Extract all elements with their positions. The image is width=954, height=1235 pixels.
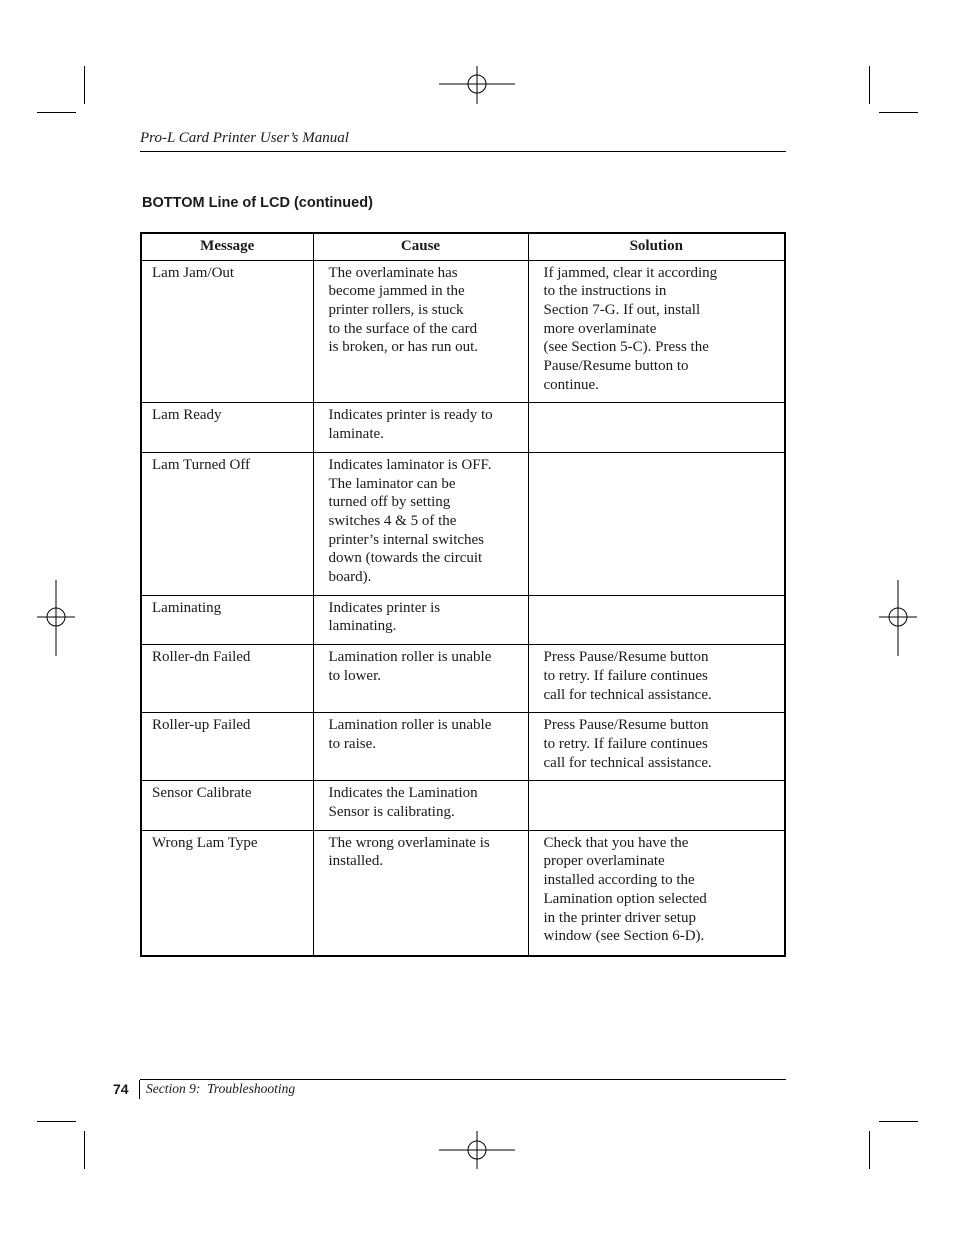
table-row bbox=[141, 645, 785, 713]
crop-mark bbox=[879, 1121, 918, 1122]
cause-line: Indicates printer is ready to bbox=[328, 407, 493, 424]
solution-cell bbox=[528, 403, 785, 452]
solution-line: Lamination option selected bbox=[543, 890, 707, 907]
solution-cell bbox=[528, 452, 785, 595]
solution-line: Section 7-G. If out, install bbox=[543, 301, 701, 318]
table-row bbox=[141, 595, 785, 644]
footer-section-label: Section 9: Troubleshooting bbox=[146, 1081, 296, 1096]
table-row bbox=[141, 452, 785, 595]
cause-line: installed. bbox=[328, 853, 384, 870]
message-cell: Laminating bbox=[141, 595, 313, 644]
solution-line: proper overlaminate bbox=[543, 853, 665, 870]
solution-line: If jammed, clear it according bbox=[543, 264, 718, 281]
table-body bbox=[141, 260, 785, 956]
solution-cell bbox=[528, 830, 785, 956]
table-row bbox=[141, 260, 785, 403]
crop-mark bbox=[84, 66, 85, 104]
message-cell: Lam Jam/Out bbox=[141, 260, 313, 403]
cause-line: become jammed in the bbox=[328, 283, 465, 300]
cause-line: switches 4 & 5 of the bbox=[328, 512, 457, 529]
message-cell: Lam Ready bbox=[141, 403, 313, 452]
solution-cell bbox=[528, 713, 785, 781]
cause-cell bbox=[313, 781, 528, 830]
lcd-messages-table bbox=[140, 232, 786, 957]
cause-line: laminating. bbox=[328, 618, 397, 635]
registration-mark-icon bbox=[37, 580, 75, 656]
cause-line: is broken, or has run out. bbox=[328, 339, 479, 356]
solution-line: to retry. If failure continues bbox=[543, 735, 708, 752]
cause-cell bbox=[313, 645, 528, 713]
solution-line: Press Pause/Resume button bbox=[543, 649, 709, 666]
section-heading: BOTTOM Line of LCD (continued) bbox=[142, 195, 373, 211]
crop-mark bbox=[879, 112, 918, 113]
solution-cell bbox=[528, 260, 785, 403]
cause-line: Lamination roller is unable bbox=[328, 717, 492, 734]
crop-mark bbox=[869, 1131, 870, 1169]
cause-cell bbox=[313, 830, 528, 956]
cause-line: The laminator can be bbox=[328, 475, 456, 492]
cause-line: to raise. bbox=[328, 735, 376, 752]
cause-line: printer rollers, is stuck bbox=[328, 301, 464, 318]
table-row bbox=[141, 781, 785, 830]
cause-line: Indicates the Lamination bbox=[328, 785, 478, 802]
footer-divider bbox=[139, 1080, 140, 1099]
crop-mark bbox=[869, 66, 870, 104]
table-row bbox=[141, 713, 785, 781]
cause-cell bbox=[313, 260, 528, 403]
solution-line: to the instructions in bbox=[543, 283, 667, 300]
solution-line: Press Pause/Resume button bbox=[543, 717, 709, 734]
solution-line: installed according to the bbox=[543, 872, 695, 889]
cause-line: to the surface of the card bbox=[328, 320, 478, 337]
table-header-row bbox=[141, 233, 785, 260]
cause-line: Sensor is calibrating. bbox=[328, 804, 455, 821]
registration-mark-icon bbox=[439, 66, 515, 104]
solution-line: to retry. If failure continues bbox=[543, 667, 708, 684]
solution-line: window (see Section 6-D). bbox=[543, 928, 705, 945]
cause-line: board). bbox=[328, 569, 372, 586]
cause-line: down (towards the circuit bbox=[328, 550, 483, 567]
header-rule bbox=[140, 151, 786, 152]
running-header-title: Pro-L Card Printer User’s Manual bbox=[140, 130, 349, 146]
table-row bbox=[141, 830, 785, 956]
page-number: 74 bbox=[113, 1081, 129, 1097]
solution-line: continue. bbox=[543, 376, 599, 393]
footer-rule bbox=[140, 1079, 786, 1080]
cause-line: to lower. bbox=[328, 667, 381, 684]
crop-mark bbox=[37, 112, 76, 113]
solution-line: in the printer driver setup bbox=[543, 909, 696, 926]
message-cell: Wrong Lam Type bbox=[141, 830, 313, 956]
solution-line: call for technical assistance. bbox=[543, 754, 712, 771]
registration-mark-icon bbox=[879, 580, 917, 656]
cause-line: printer’s internal switches bbox=[328, 531, 485, 548]
cause-cell bbox=[313, 452, 528, 595]
cause-line: The overlaminate has bbox=[328, 264, 458, 281]
column-header-message: Message bbox=[141, 233, 313, 260]
cause-cell bbox=[313, 403, 528, 452]
cause-line: turned off by setting bbox=[328, 494, 451, 511]
crop-mark bbox=[84, 1131, 85, 1169]
cause-cell bbox=[313, 713, 528, 781]
cause-line: The wrong overlaminate is bbox=[328, 834, 490, 851]
solution-line: more overlaminate bbox=[543, 320, 657, 337]
solution-cell bbox=[528, 645, 785, 713]
solution-line: (see Section 5-C). Press the bbox=[543, 339, 709, 356]
column-header-cause: Cause bbox=[313, 233, 528, 260]
message-cell: Sensor Calibrate bbox=[141, 781, 313, 830]
solution-line: call for technical assistance. bbox=[543, 686, 712, 703]
cause-line: Lamination roller is unable bbox=[328, 649, 492, 666]
cause-line: laminate. bbox=[328, 426, 384, 443]
solution-line: Pause/Resume button to bbox=[543, 358, 689, 375]
cause-cell bbox=[313, 595, 528, 644]
message-cell: Lam Turned Off bbox=[141, 452, 313, 595]
crop-mark bbox=[37, 1121, 76, 1122]
solution-line: Check that you have the bbox=[543, 834, 689, 851]
solution-cell bbox=[528, 781, 785, 830]
table-row bbox=[141, 403, 785, 452]
message-cell: Roller-dn Failed bbox=[141, 645, 313, 713]
registration-mark-icon bbox=[439, 1131, 515, 1169]
cause-line: Indicates printer is bbox=[328, 599, 441, 616]
cause-line: Indicates laminator is OFF. bbox=[328, 456, 492, 473]
column-header-solution: Solution bbox=[528, 233, 785, 260]
solution-cell bbox=[528, 595, 785, 644]
message-cell: Roller-up Failed bbox=[141, 713, 313, 781]
